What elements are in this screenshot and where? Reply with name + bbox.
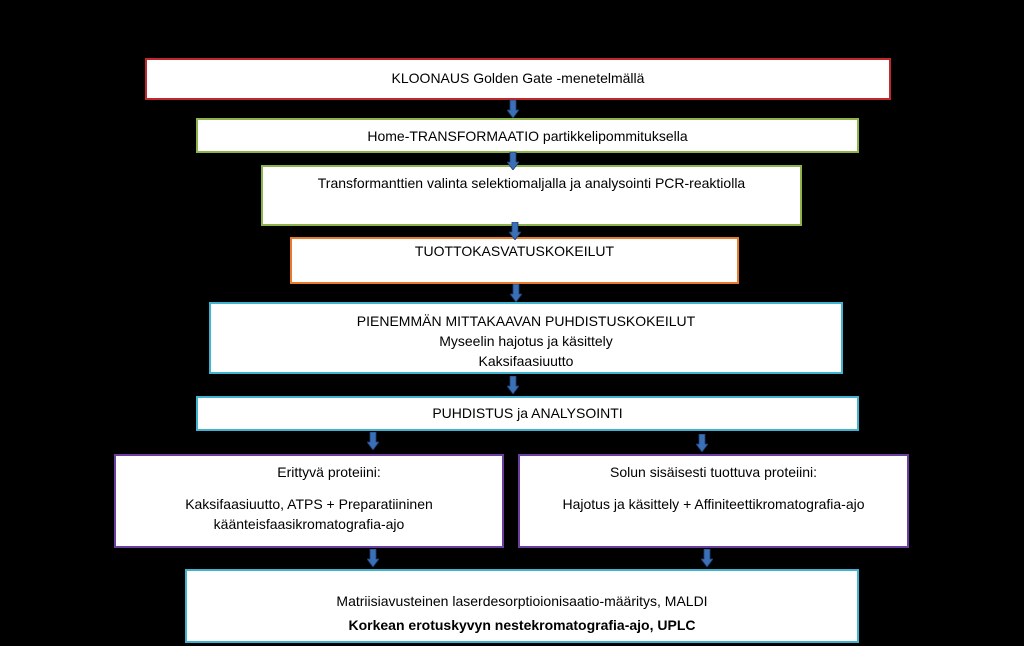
step-small-scale-title: PIENEMMÄN MITTAKAAVAN PUHDISTUSKOKEILUT [356, 313, 696, 329]
arrow-down-icon [701, 549, 713, 567]
step-purification-box [196, 396, 859, 431]
step-purification-label: PUHDISTUS ja ANALYSOINTI [432, 405, 623, 421]
arrow-down-icon [507, 152, 519, 170]
branch-intracellular-title: Solun sisäisesti tuottuva proteiini: [610, 464, 817, 480]
arrow-down-icon [367, 432, 379, 450]
step-analysis-box [185, 569, 859, 643]
arrow-down-icon [507, 100, 519, 118]
step-small-scale-line2: Myseelin hajotus ja käsittely [439, 333, 613, 349]
branch-secreted-box [114, 454, 504, 548]
branch-intracellular-box [518, 454, 909, 548]
arrow-down-icon [696, 434, 708, 452]
step-selection-label: Transformanttien valinta selektiomaljalla ja analysointi PCR-reaktiolla [317, 175, 746, 191]
step-small-scale-box [209, 302, 843, 374]
branch-secreted-line2: Kaksifaasiuutto, ATPS + Preparatiininen [185, 496, 433, 512]
branch-intracellular-line2: Hajotus ja käsittely + Affiniteettikromatografia-ajo [562, 496, 865, 512]
step-analysis-line1: Matriisiavusteinen laserdesorptioionisaatio-määritys, MALDI [336, 593, 708, 609]
branch-secreted-line3: käänteisfaasikromatografia-ajo [213, 516, 405, 532]
step-analysis-line2: Korkean erotuskyvyn nestekromatografia-ajo, UPLC [348, 617, 696, 633]
step-production-box [290, 237, 739, 284]
step-production-label: TUOTTOKASVATUSKOKEILUT [414, 243, 615, 259]
branch-secreted-title: Erittyvä proteiini: [277, 464, 381, 480]
arrow-down-icon [510, 284, 522, 302]
step-small-scale-line3: Kaksifaasiuutto [478, 353, 574, 369]
step-transformation-box [196, 118, 859, 153]
arrow-down-icon [509, 222, 521, 240]
step-transformation-label: Home-TRANSFORMAATIO partikkelipommituksella [367, 128, 688, 144]
arrow-down-icon [367, 549, 379, 567]
step-cloning-label: KLOONAUS Golden Gate -menetelmällä [391, 70, 645, 86]
arrow-down-icon [507, 376, 519, 394]
step-cloning-box [145, 58, 891, 100]
step-selection-box [261, 165, 802, 226]
